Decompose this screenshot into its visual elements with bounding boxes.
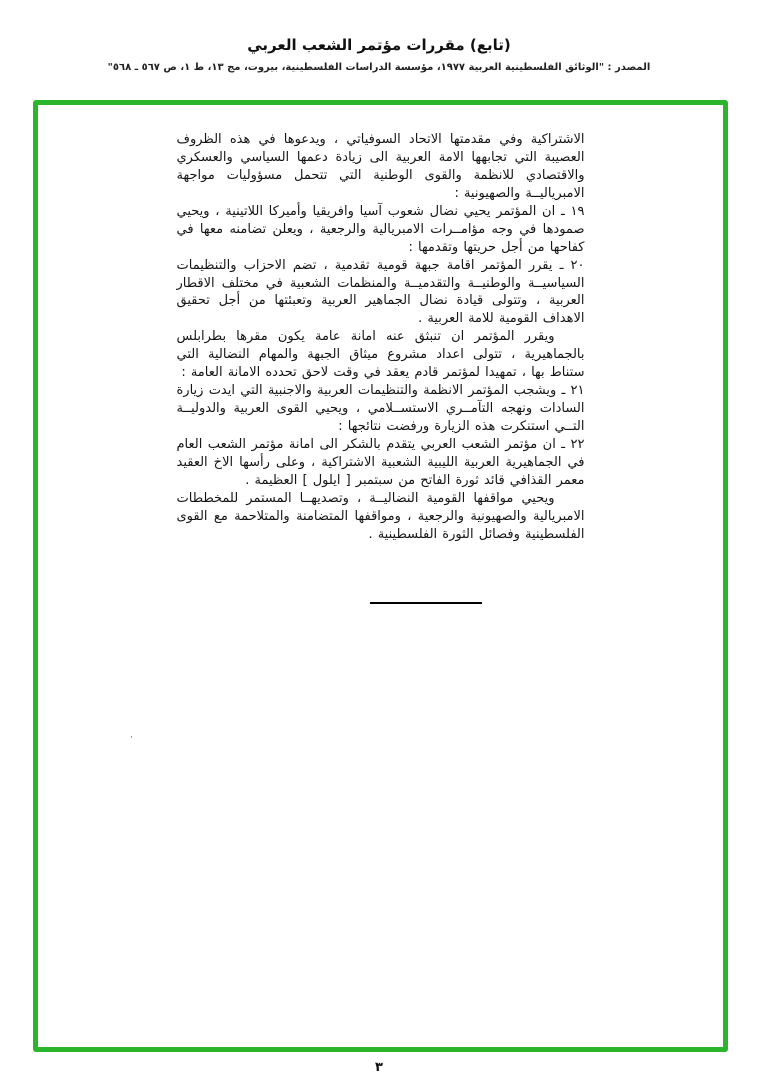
- source-citation: المصدر : "الوثائق الفلسطينية العربية ١٩٧٧، مؤسسة الدراسات الفلسطينية، بيروت، مج ١٣، ط ١، ص ٥٦٧ ـ ٥٦٨": [107, 62, 651, 73]
- paragraph-closing: ويحيي مواقفها القومية النضاليــة ، وتصديهــا المستمر للمخططات الامبريالية والصهيونية والرجعية ، ومواقفها المتضامنة والمتلاحمة مع القوى الفلسطينية وفصائل الثورة الفلسطينية .: [176, 490, 585, 542]
- paragraph-item-22: ٢٢ ـ ان مؤتمر الشعب العربي يتقدم بالشكر الى امانة مؤتمر الشعب العام في الجماهيرية العربية الليبية الشعبية الاشتراكية ، وعلى رأسها الاخ العقيد معمر القذافي قائد ثورة الفاتح من سبتمبر [ ايلول ] العظيمة .: [176, 436, 585, 488]
- page-header: [0, 0, 758, 73]
- section-divider: [370, 602, 482, 604]
- paragraph-item-21: ٢١ ـ ويشجب المؤتمر الانظمة والتنظيمات العربية والاجنبية التي ايدت زيارة السادات ونهجه التآمــري الاستســلامي ، ويحيي القوى العربية والدوليــة التــي استنكرت هذه الزيارة ورفضت نتائجها :: [176, 383, 585, 434]
- document-title: (تابع) مقررات مؤتمر الشعب العربي: [247, 36, 511, 54]
- paragraph-item-19: ١٩ ـ ان المؤتمر يحيي نضال شعوب آسيا وافريقيا وأميركا اللاتينية ، ويحيي صمودها في وجه مؤامــرات الامبريالية والرجعية ، ويعلن تضامنه معها في كفاحها من أجل حريتها وتقدمها :: [176, 203, 585, 255]
- document-body: [177, 131, 585, 604]
- paragraph-item-20: ٢٠ ـ يقرر المؤتمر اقامة جبهة قومية تقدمية ، تضم الاحزاب والتنظيمات السياسيــة والوطنيــة والتقدميــة والمنظمات الشعبية في مختلف الاقطار العربية ، وتتولى قيادة نضال الجماهير العربية وتعبئتها من أجل تحقيق الاهداف القومية للامة العربية .: [176, 257, 585, 327]
- document-border-frame: [33, 100, 728, 1052]
- stray-mark: ·: [130, 733, 133, 743]
- page-number: ٣: [375, 1060, 383, 1075]
- paragraph-continuation: الاشتراكية وفي مقدمتها الاتحاد السوفياتي ، ويدعوها في هذه الظروف العصيبة التي تجابهها الامة العربية الى زيادة دعمها السياسي والعسكري والاقتصادي للانظمة والقوى الوطنية التي تتحمل مسؤوليات مواجهة الامبرياليــة والصهيونية :: [176, 132, 585, 201]
- paragraph-secretariat: ويقرر المؤتمر ان تنبثق عنه امانة عامة يكون مقرها بطرابلس بالجماهيرية ، تتولى اعداد مشروع ميثاق الجبهة والمهام النضالية التي ستناط بها ، تمهيدا لمؤتمر قادم يعقد في وقت لاحق تحدده الامانة العامة :: [176, 329, 585, 381]
